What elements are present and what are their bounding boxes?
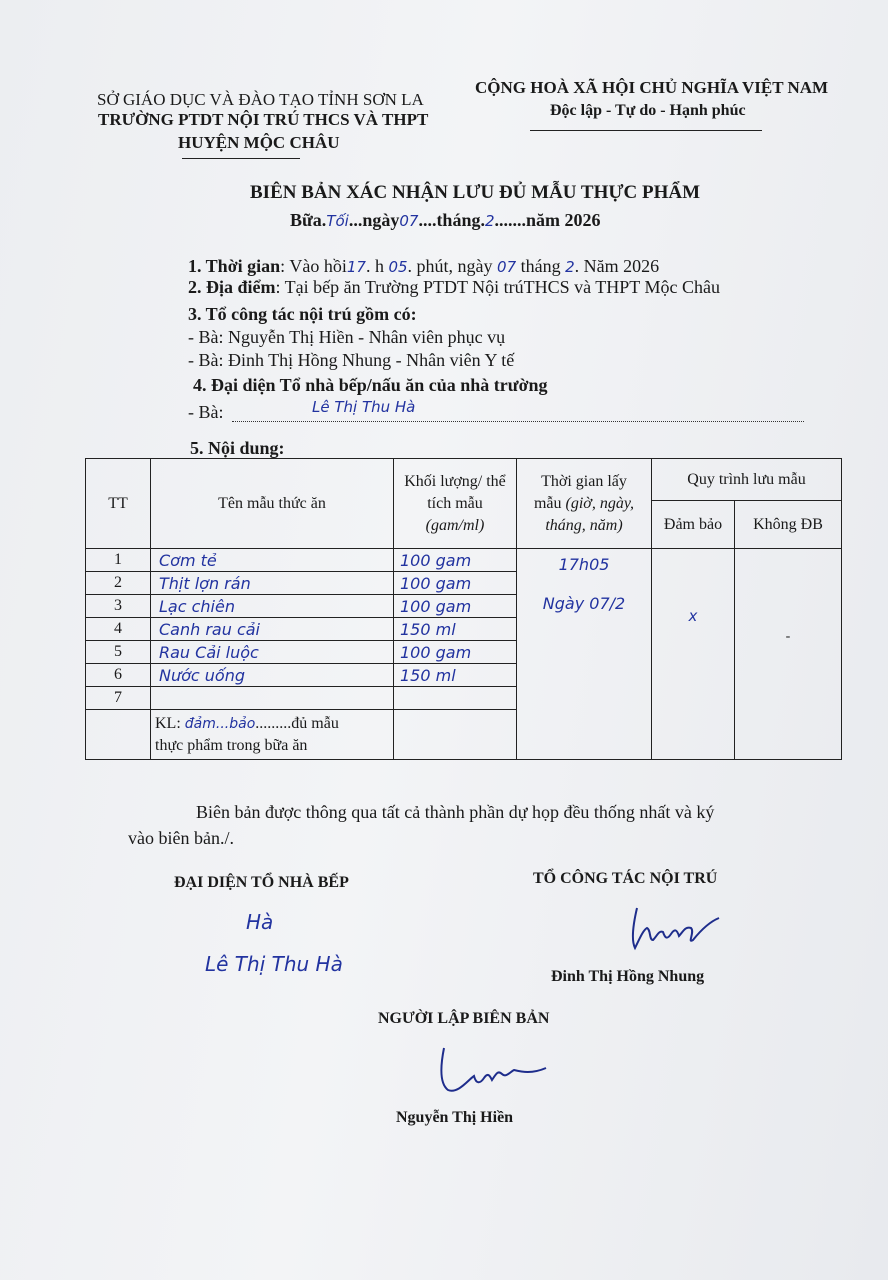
meal-value: Tối [326,212,349,230]
row-food-name: Cơm tẻ [151,549,394,572]
conclusion-value: đảm...bảo [184,715,256,732]
day-label: ...ngày [348,210,400,230]
meal-line [290,210,601,231]
table-row [86,549,842,572]
row-tt: 2 [86,572,151,595]
food-sample-table [85,458,842,760]
kitchen-rep-name: Lê Thị Thu Hà [312,398,416,416]
boarding-team-title: TỔ CÔNG TÁC NỘI TRÚ [533,870,718,887]
document-title: BIÊN BẢN XÁC NHẬN LƯU ĐỦ MẪU THỰC PHẨM [250,182,701,203]
table-header-row [86,459,842,501]
location-label: 2. Địa điểm [188,277,276,297]
date-day-value: 07 [497,258,517,276]
row-weight [394,687,517,710]
header-time-3: tháng, năm) [545,516,623,534]
country-name: CỘNG HOÀ XÃ HỘI CHỦ NGHĨA VIỆT NAM [475,78,829,97]
header-weight [394,459,517,549]
closing-line-1: Biên bản được thông qua tất cả thành phần dự họp đều thống nhất và ký [196,802,715,822]
month-label: ....tháng. [418,210,485,230]
conclusion-tt [86,710,151,760]
time-cell [517,549,652,760]
preparer-title: NGƯỜI LẬP BIÊN BẢN [378,1010,550,1027]
header-process: Quy trình lưu mẫu [652,459,842,501]
header-weight-1: Khối lượng/ thể [404,472,506,490]
time-text-a: : Vào hồi [280,256,347,276]
day-value: 07 [399,212,419,230]
row-food-name: Nước uống [151,664,394,687]
row-tt: 4 [86,618,151,641]
kitchen-rep-title: ĐẠI DIỆN TỔ NHÀ BẾP [174,874,349,891]
conclusion-suffix: .........đủ mẫu [255,714,339,732]
department-name: SỞ GIÁO DỤC VÀ ĐÀO TẠO TỈNH SƠN LA [97,90,424,109]
hour-value: 17 [346,258,366,276]
committee-label: 3. Tổ công tác nội trú gồm có: [188,304,417,324]
left-underline [182,158,300,159]
row-weight: 100 gam [394,595,517,618]
motto: Độc lập - Tự do - Hạnh phúc [550,102,746,119]
row-weight: 150 ml [394,664,517,687]
time-line [188,256,659,277]
minute-value: 05 [388,258,408,276]
ok-mark: x [688,607,698,625]
row-weight: 150 ml [394,618,517,641]
time-text-b: . h [365,256,384,276]
row-weight: 100 gam [394,572,517,595]
kitchen-rep-prefix: - Bà: [188,402,224,422]
header-time-2a: mẫu [533,494,562,512]
committee-member-2: - Bà: Đinh Thị Hồng Nhung - Nhân viên Y tế [188,350,515,370]
header-name: Tên mẫu thức ăn [151,459,394,549]
time-label: 1. Thời gian [188,256,281,276]
month-value: 2 [484,212,495,230]
row-food-name: Rau Cải luộc [151,641,394,664]
sample-time: 17h05 [558,555,610,574]
row-weight: 100 gam [394,549,517,572]
row-tt: 7 [86,687,151,710]
header-weight-2: tích mẫu [427,494,483,512]
header-time-2b: (giờ, ngày, [565,494,635,512]
preparer-name: Nguyễn Thị Hiền [396,1109,514,1126]
district-name: HUYỆN MỘC CHÂU [178,133,340,152]
kitchen-rep-line [188,402,224,423]
date-month-value: 2 [565,258,575,276]
preparer-signature [432,1040,552,1100]
right-underline [530,130,762,131]
row-food-name: Lạc chiên [151,595,394,618]
ok-cell [652,549,735,760]
content-label: 5. Nội dung: [190,438,285,458]
header-time-1: Thời gian lấy [541,472,627,490]
row-food-name: Thịt lợn rán [151,572,394,595]
meal-prefix: Bữa. [290,210,327,230]
committee-member-1: - Bà: Nguyễn Thị Hiền - Nhân viên phục vụ [188,327,506,347]
header-ok: Đảm bảo [652,501,735,549]
not-ok-cell [735,549,842,760]
row-tt: 3 [86,595,151,618]
year-label: .......năm 2026 [494,210,601,230]
row-tt: 6 [86,664,151,687]
time-text-e: . Năm 2026 [574,256,660,276]
location-line [188,277,720,298]
header-weight-3: (gam/ml) [425,516,485,534]
row-food-name: Canh rau cải [151,618,394,641]
row-tt: 1 [86,549,151,572]
sample-date: Ngày 07/2 [542,594,626,613]
row-weight: 100 gam [394,641,517,664]
header-not-ok: Không ĐB [735,501,842,549]
row-food-name [151,687,394,710]
time-text-c: . phút, ngày [407,256,493,276]
conclusion-weight [394,710,517,760]
boarding-signer-name: Đinh Thị Hồng Nhung [551,968,705,985]
not-ok-mark: - [785,629,791,644]
time-text-d: tháng [520,256,561,276]
conclusion-line2: thực phẩm trong bữa ăn [155,736,308,754]
kitchen-signature-1: Hà [246,910,274,934]
boarding-signature [625,900,725,955]
location-text: : Tại bếp ăn Trường PTDT Nội trúTHCS và THPT Mộc Châu [275,277,720,297]
school-name: TRƯỜNG PTDT NỘI TRÚ THCS VÀ THPT [98,110,429,129]
header-time [517,459,652,549]
kitchen-signature-2: Lê Thị Thu Hà [205,952,343,976]
kitchen-rep-label: 4. Đại diện Tổ nhà bếp/nấu ăn của nhà trường [193,375,548,395]
conclusion-cell [151,710,394,760]
conclusion-prefix: KL: [155,714,181,732]
header-tt: TT [86,459,151,549]
closing-line-2: vào biên bản./. [128,828,234,848]
row-tt: 5 [86,641,151,664]
